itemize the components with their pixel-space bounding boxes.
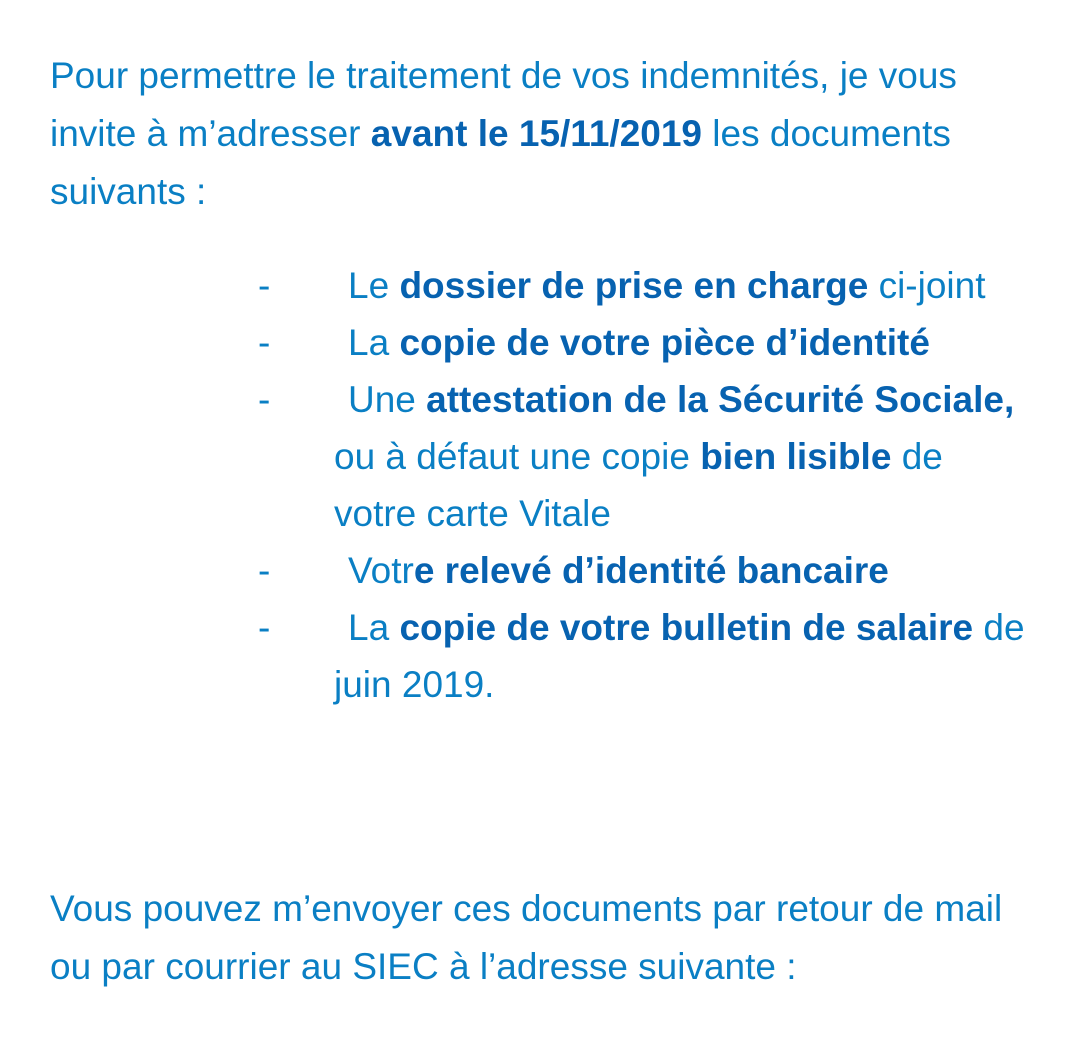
item-prefix: Une xyxy=(348,379,427,420)
item-suffix: de votre carte Vitale xyxy=(334,436,943,534)
item-emphasis: dossier de prise en charge xyxy=(399,265,869,306)
list-item-text xyxy=(334,542,1034,599)
list-item xyxy=(0,257,1080,314)
item-middle: ou à défaut une copie xyxy=(334,436,701,477)
item-emphasis: copie de votre bulletin de salaire xyxy=(399,607,974,648)
item-prefix: La xyxy=(348,322,400,363)
item-prefix: La xyxy=(348,607,400,648)
intro-paragraph xyxy=(50,47,1050,221)
list-item-text xyxy=(334,371,1034,542)
intro-text-start: Pour permettre le traitement de vos indemnités, je vous invite à m’adresser xyxy=(50,55,957,154)
list-bullet: - xyxy=(258,379,271,420)
required-documents-list xyxy=(0,257,1080,713)
list-item-text xyxy=(334,314,1034,371)
list-bullet: - xyxy=(258,265,271,306)
list-item-text xyxy=(334,599,1034,713)
item-middle: de juin 2019. xyxy=(334,607,1025,705)
item-emphasis: e relevé d’identité bancaire xyxy=(413,550,889,591)
list-item xyxy=(0,599,1080,713)
list-bullet: - xyxy=(258,550,271,591)
item-prefix: Votr xyxy=(348,550,414,591)
list-bullet: - xyxy=(258,322,271,363)
list-item xyxy=(0,314,1080,371)
outro-paragraph: Vous pouvez m’envoyer ces documents par retour de mail ou par courrier au SIEC à l’adresse suivante : xyxy=(50,888,1003,987)
item-prefix: Le xyxy=(348,265,400,306)
list-item-text xyxy=(334,257,1034,314)
item-emphasis-secondary: bien lisible xyxy=(700,436,892,477)
list-bullet: - xyxy=(258,607,271,648)
item-emphasis: attestation de la Sécurité Sociale, xyxy=(426,379,1015,420)
deadline-date: avant le 15/11/2019 xyxy=(370,113,703,154)
list-item xyxy=(0,542,1080,599)
item-emphasis: copie de votre pièce d’identité xyxy=(399,322,930,363)
intro-text-end: les documents suivants : xyxy=(50,113,951,212)
list-item xyxy=(0,371,1080,542)
item-middle: ci-joint xyxy=(868,265,986,306)
